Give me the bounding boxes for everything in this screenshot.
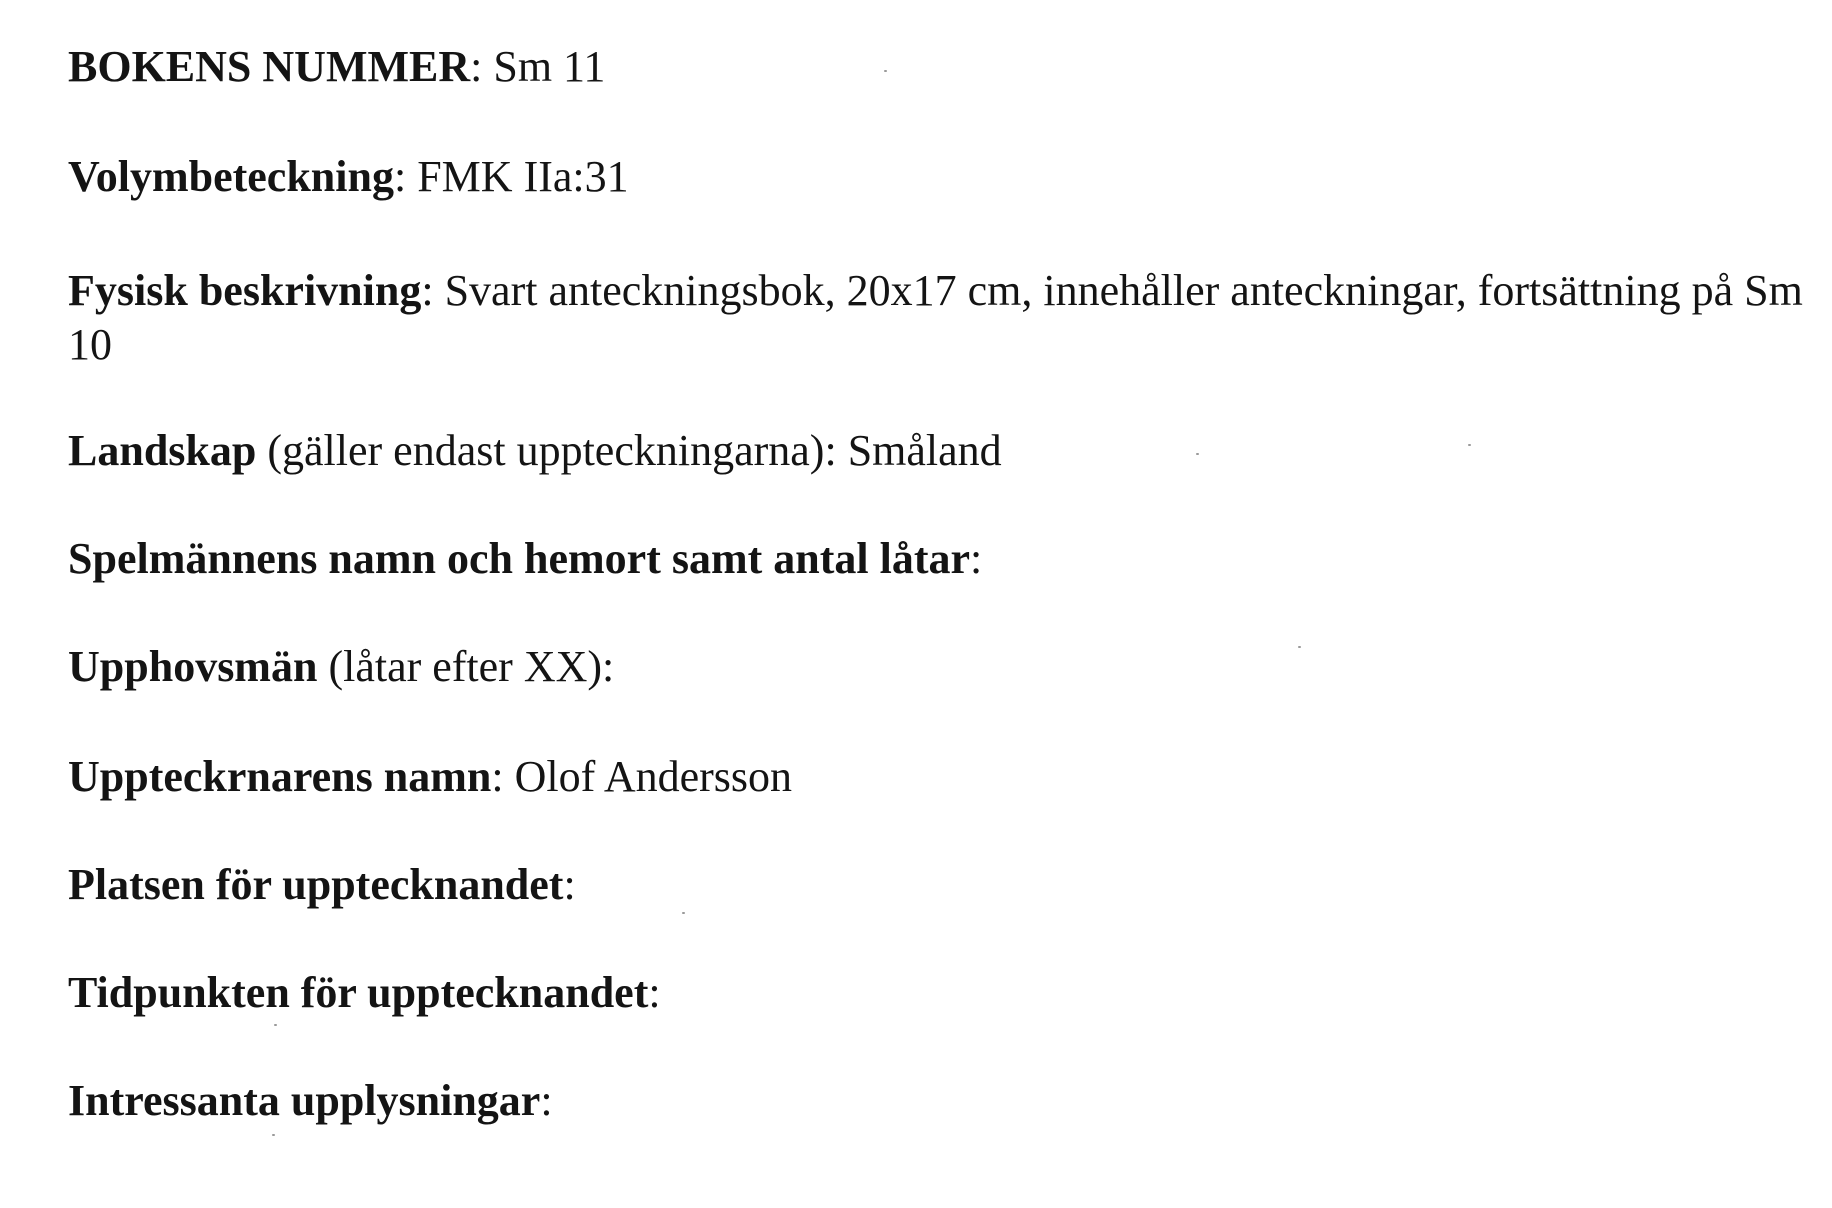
field-label: Intressanta upplysningar (68, 1076, 541, 1125)
field-label: Volymbeteckning (68, 152, 394, 201)
field-label: Fysisk beskrivning (68, 266, 422, 315)
scan-speck (884, 70, 887, 72)
field-volymbeteckning: Volymbeteckning: FMK IIa:31 (68, 152, 629, 201)
field-value: FMK IIa:31 (417, 152, 629, 201)
field-spelmannens-namn: Spelmännens namn och hemort samt antal låtar: (68, 534, 983, 583)
scan-speck (1468, 444, 1471, 446)
scan-speck (1196, 453, 1199, 455)
field-intressanta-upplysningar: Intressanta upplysningar: (68, 1076, 553, 1125)
field-fysisk-beskrivning: Fysisk beskrivning: Svart anteckningsbok, 20x17 cm, innehåller anteckningar, fortsättning på Sm 10 (68, 266, 1803, 369)
field-upptecknarens-namn: Uppteckrnarens namn: Olof Andersson (68, 752, 793, 801)
field-value: Sm 11 (493, 42, 606, 91)
field-label: Upphovsmän (68, 642, 318, 691)
field-value: Småland (847, 426, 1002, 475)
field-platsen: Platsen för upptecknandet: (68, 860, 576, 909)
scan-speck (274, 1024, 277, 1026)
field-note: (låtar efter XX) (317, 642, 603, 691)
field-label: Tidpunkten för upptecknandet (68, 968, 649, 1017)
field-landskap: Landskap (gäller endast uppteckningarna): Småland (68, 426, 1002, 475)
scan-speck (682, 912, 685, 914)
field-label: Platsen för upptecknandet (68, 860, 564, 909)
field-tidpunkten: Tidpunkten för upptecknandet: (68, 968, 661, 1017)
field-label: Landskap (68, 426, 257, 475)
scan-speck (1298, 646, 1301, 648)
field-label: Uppteckrnarens namn (68, 752, 492, 801)
field-note: (gäller endast uppteckningarna) (256, 426, 825, 475)
scan-speck (272, 1134, 275, 1136)
field-value: Olof Andersson (514, 752, 793, 801)
field-label: BOKENS NUMMER (68, 42, 471, 91)
field-label: Spelmännens namn och hemort samt antal låtar (68, 534, 971, 583)
field-bokens-nummer: BOKENS NUMMER: Sm 11 (68, 42, 606, 91)
field-upphovsman: Upphovsmän (låtar efter XX): (68, 642, 615, 691)
field-value: Svart anteckningsbok, 20x17 cm, innehåller anteckningar, fortsättning på Sm 10 (68, 266, 1803, 369)
